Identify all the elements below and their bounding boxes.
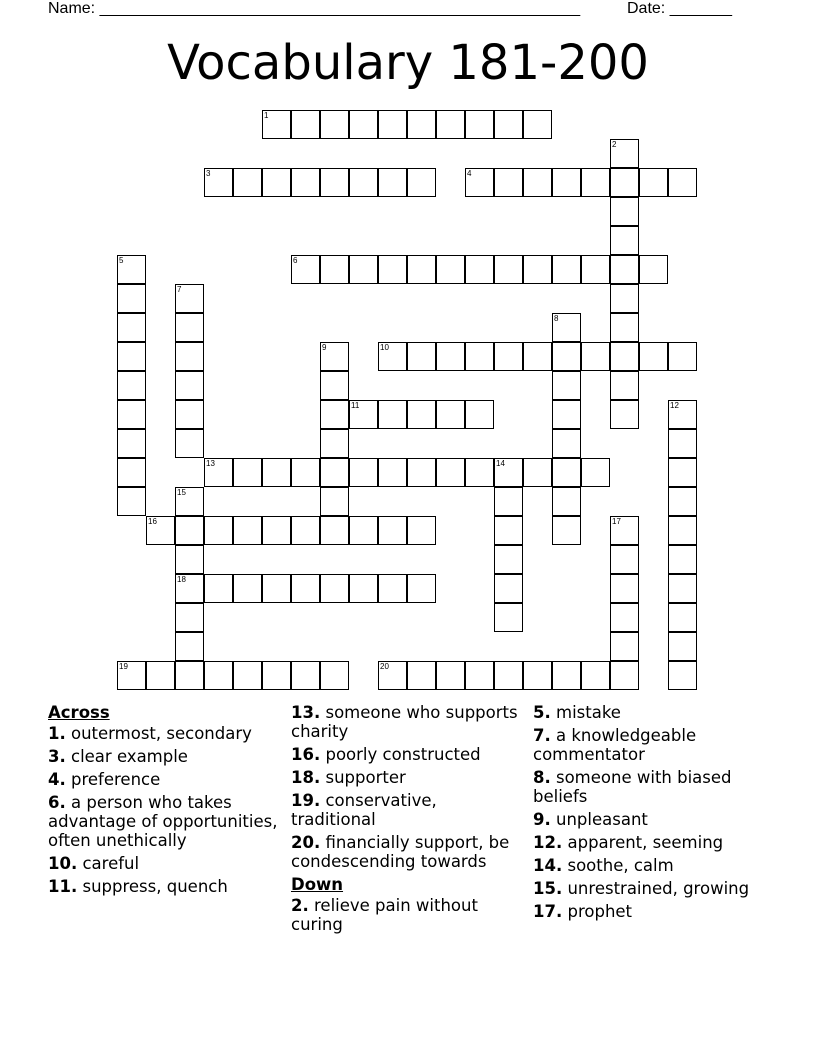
crossword-cell[interactable] bbox=[378, 110, 407, 139]
crossword-cell[interactable] bbox=[175, 400, 204, 429]
clue-number-label: 13 bbox=[206, 459, 215, 468]
crossword-cell[interactable] bbox=[436, 400, 465, 429]
crossword-cell[interactable] bbox=[320, 400, 349, 429]
crossword-cell[interactable] bbox=[175, 313, 204, 342]
crossword-cell[interactable] bbox=[523, 458, 552, 487]
crossword-cell[interactable] bbox=[320, 458, 349, 487]
crossword-cell[interactable] bbox=[465, 255, 494, 284]
clue-number-label: 11 bbox=[351, 401, 360, 410]
clue-column-2 bbox=[291, 703, 521, 938]
clue-number: 2. bbox=[291, 896, 309, 915]
crossword-cell[interactable] bbox=[581, 168, 610, 197]
crossword-cell[interactable] bbox=[523, 110, 552, 139]
crossword-cell[interactable] bbox=[668, 661, 697, 690]
crossword-cell[interactable] bbox=[320, 487, 349, 516]
clue-text: careful bbox=[77, 854, 140, 873]
crossword-cell[interactable] bbox=[494, 255, 523, 284]
crossword-cell[interactable] bbox=[117, 255, 146, 284]
crossword-cell[interactable] bbox=[436, 342, 465, 371]
crossword-cell[interactable] bbox=[233, 661, 262, 690]
clue-text: soothe, calm bbox=[562, 856, 674, 875]
crossword-cell[interactable] bbox=[320, 429, 349, 458]
crossword-cell[interactable] bbox=[610, 284, 639, 313]
crossword-cell[interactable] bbox=[668, 545, 697, 574]
crossword-cell[interactable] bbox=[175, 516, 204, 545]
crossword-cell[interactable] bbox=[552, 400, 581, 429]
crossword-cell[interactable] bbox=[668, 487, 697, 516]
crossword-cell[interactable] bbox=[639, 168, 668, 197]
crossword-cell[interactable] bbox=[668, 429, 697, 458]
clue-item bbox=[291, 768, 521, 787]
clue-number-label: 7 bbox=[177, 285, 182, 294]
crossword-cell[interactable] bbox=[175, 284, 204, 313]
clue-column-3 bbox=[533, 703, 773, 925]
crossword-cell[interactable] bbox=[581, 661, 610, 690]
crossword-cell[interactable] bbox=[552, 168, 581, 197]
clue-number-label: 3 bbox=[206, 169, 211, 178]
clue-text: a person who takes advantage of opportunities, often unethically bbox=[48, 793, 278, 850]
clue-text: poorly constructed bbox=[320, 745, 481, 764]
crossword-cell[interactable] bbox=[436, 110, 465, 139]
crossword-cell[interactable] bbox=[117, 313, 146, 342]
clue-number-label: 1 bbox=[264, 111, 269, 120]
crossword-cell[interactable] bbox=[349, 168, 378, 197]
crossword-cell[interactable] bbox=[117, 342, 146, 371]
crossword-cell[interactable] bbox=[668, 632, 697, 661]
crossword-cell[interactable] bbox=[610, 139, 639, 168]
crossword-cell[interactable] bbox=[668, 400, 697, 429]
crossword-cell[interactable] bbox=[262, 168, 291, 197]
crossword-cell[interactable] bbox=[552, 342, 581, 371]
crossword-cell[interactable] bbox=[465, 168, 494, 197]
crossword-cell[interactable] bbox=[552, 661, 581, 690]
clue-text: someone with biased beliefs bbox=[533, 768, 732, 806]
crossword-cell[interactable] bbox=[349, 574, 378, 603]
clue-text: outermost, secondary bbox=[65, 724, 252, 743]
crossword-cell[interactable] bbox=[378, 255, 407, 284]
crossword-cell[interactable] bbox=[117, 284, 146, 313]
clue-number: 19. bbox=[291, 791, 321, 810]
crossword-cell[interactable] bbox=[349, 110, 378, 139]
crossword-cell[interactable] bbox=[204, 661, 233, 690]
crossword-cell[interactable] bbox=[610, 661, 639, 690]
clue-item bbox=[48, 747, 278, 766]
crossword-cell[interactable] bbox=[610, 603, 639, 632]
clue-number: 11. bbox=[48, 877, 78, 896]
crossword-cell[interactable] bbox=[407, 255, 436, 284]
crossword-cell[interactable] bbox=[320, 110, 349, 139]
crossword-cell[interactable] bbox=[320, 574, 349, 603]
clue-number: 3. bbox=[48, 747, 66, 766]
crossword-cell[interactable] bbox=[610, 632, 639, 661]
crossword-cell[interactable] bbox=[581, 458, 610, 487]
clue-item bbox=[48, 724, 278, 743]
crossword-cell[interactable] bbox=[117, 429, 146, 458]
crossword-cell[interactable] bbox=[407, 342, 436, 371]
clue-number-label: 8 bbox=[554, 314, 559, 323]
clue-number-label: 6 bbox=[293, 256, 298, 265]
clue-item bbox=[533, 726, 773, 764]
crossword-cell[interactable] bbox=[291, 168, 320, 197]
crossword-cell[interactable] bbox=[494, 661, 523, 690]
crossword-cell[interactable] bbox=[378, 342, 407, 371]
crossword-cell[interactable] bbox=[204, 168, 233, 197]
crossword-cell[interactable] bbox=[407, 458, 436, 487]
crossword-cell[interactable] bbox=[436, 458, 465, 487]
clue-item bbox=[533, 856, 773, 875]
clue-number-label: 4 bbox=[467, 169, 472, 178]
crossword-cell[interactable] bbox=[320, 516, 349, 545]
crossword-cell[interactable] bbox=[262, 516, 291, 545]
crossword-cell[interactable] bbox=[465, 661, 494, 690]
crossword-cell[interactable] bbox=[291, 110, 320, 139]
crossword-cell[interactable] bbox=[233, 168, 262, 197]
clue-number: 5. bbox=[533, 703, 551, 722]
clue-text: supporter bbox=[320, 768, 406, 787]
clue-number: 17. bbox=[533, 902, 563, 921]
crossword-cell[interactable] bbox=[349, 400, 378, 429]
crossword-cell[interactable] bbox=[407, 661, 436, 690]
clue-number: 18. bbox=[291, 768, 321, 787]
crossword-cell[interactable] bbox=[378, 458, 407, 487]
clue-item bbox=[48, 854, 278, 873]
crossword-cell[interactable] bbox=[494, 342, 523, 371]
clue-text: financially support, be condescending towards bbox=[291, 833, 510, 871]
clue-column-1 bbox=[48, 703, 278, 900]
crossword-cell[interactable] bbox=[175, 574, 204, 603]
crossword-cell[interactable] bbox=[494, 574, 523, 603]
clue-number-label: 18 bbox=[177, 575, 186, 584]
clue-item bbox=[48, 793, 278, 850]
crossword-cell[interactable] bbox=[610, 313, 639, 342]
clue-number: 10. bbox=[48, 854, 78, 873]
crossword-cell[interactable] bbox=[523, 168, 552, 197]
crossword-cell[interactable] bbox=[175, 371, 204, 400]
crossword-cell[interactable] bbox=[117, 458, 146, 487]
crossword-cell[interactable] bbox=[494, 545, 523, 574]
crossword-cell[interactable] bbox=[465, 342, 494, 371]
crossword-cell[interactable] bbox=[523, 255, 552, 284]
crossword-cell[interactable] bbox=[610, 516, 639, 545]
crossword-cell[interactable] bbox=[378, 516, 407, 545]
crossword-cell[interactable] bbox=[610, 545, 639, 574]
crossword-cell[interactable] bbox=[523, 342, 552, 371]
crossword-cell[interactable] bbox=[552, 516, 581, 545]
crossword-cell[interactable] bbox=[378, 168, 407, 197]
clue-number-label: 12 bbox=[670, 401, 679, 410]
clue-item bbox=[533, 810, 773, 829]
clue-item bbox=[48, 877, 278, 896]
crossword-cell[interactable] bbox=[639, 342, 668, 371]
clue-number: 9. bbox=[533, 810, 551, 829]
clue-number-label: 10 bbox=[380, 343, 389, 352]
crossword-cell[interactable] bbox=[465, 110, 494, 139]
crossword-cell[interactable] bbox=[668, 458, 697, 487]
crossword-cell[interactable] bbox=[320, 342, 349, 371]
clue-number: 20. bbox=[291, 833, 321, 852]
crossword-cell[interactable] bbox=[523, 661, 552, 690]
clue-item bbox=[291, 791, 521, 829]
clue-number-label: 20 bbox=[380, 662, 389, 671]
crossword-cell[interactable] bbox=[204, 574, 233, 603]
crossword-cell[interactable] bbox=[175, 632, 204, 661]
clue-text: a knowledgeable commentator bbox=[533, 726, 697, 764]
crossword-cell[interactable] bbox=[320, 168, 349, 197]
crossword-cell[interactable] bbox=[320, 661, 349, 690]
crossword-cell[interactable] bbox=[233, 516, 262, 545]
crossword-cell[interactable] bbox=[668, 574, 697, 603]
clue-text: unpleasant bbox=[550, 810, 648, 829]
crossword-cell[interactable] bbox=[146, 516, 175, 545]
crossword-cell[interactable] bbox=[117, 400, 146, 429]
clue-item bbox=[291, 896, 521, 934]
crossword-cell[interactable] bbox=[407, 574, 436, 603]
crossword-cell[interactable] bbox=[668, 342, 697, 371]
page-title: Vocabulary 181-200 bbox=[167, 35, 649, 91]
crossword-cell[interactable] bbox=[146, 661, 175, 690]
crossword-cell[interactable] bbox=[494, 603, 523, 632]
clue-text: suppress, quench bbox=[77, 877, 228, 896]
crossword-cell[interactable] bbox=[552, 429, 581, 458]
crossword-cell[interactable] bbox=[552, 458, 581, 487]
crossword-cell[interactable] bbox=[407, 168, 436, 197]
clue-number-label: 15 bbox=[177, 488, 186, 497]
crossword-cell[interactable] bbox=[175, 429, 204, 458]
clue-number-label: 2 bbox=[612, 140, 617, 149]
crossword-cell[interactable] bbox=[494, 458, 523, 487]
crossword-cell[interactable] bbox=[349, 255, 378, 284]
crossword-cell[interactable] bbox=[581, 342, 610, 371]
down-heading: Down bbox=[291, 875, 344, 894]
clue-text: someone who supports charity bbox=[291, 703, 518, 741]
crossword-cell[interactable] bbox=[668, 516, 697, 545]
clue-number: 4. bbox=[48, 770, 66, 789]
clue-number-label: 5 bbox=[119, 256, 124, 265]
crossword-cell[interactable] bbox=[407, 516, 436, 545]
clue-number: 16. bbox=[291, 745, 321, 764]
crossword-cell[interactable] bbox=[262, 574, 291, 603]
crossword-cell[interactable] bbox=[610, 255, 639, 284]
clue-number: 8. bbox=[533, 768, 551, 787]
crossword-cell[interactable] bbox=[581, 255, 610, 284]
clue-number: 13. bbox=[291, 703, 321, 722]
clue-item bbox=[291, 703, 521, 741]
clue-item bbox=[533, 703, 773, 722]
crossword-cell[interactable] bbox=[552, 255, 581, 284]
crossword-cell[interactable] bbox=[117, 661, 146, 690]
clue-number: 14. bbox=[533, 856, 563, 875]
crossword-cell[interactable] bbox=[233, 458, 262, 487]
crossword-cell[interactable] bbox=[262, 110, 291, 139]
clue-number: 15. bbox=[533, 879, 563, 898]
crossword-cell[interactable] bbox=[610, 574, 639, 603]
crossword-cell[interactable] bbox=[494, 487, 523, 516]
name-field[interactable]: Name: ______________________________________________________ bbox=[48, 0, 581, 17]
clue-item bbox=[48, 770, 278, 789]
crossword-cell[interactable] bbox=[291, 574, 320, 603]
clue-number-label: 14 bbox=[496, 459, 505, 468]
crossword-cell[interactable] bbox=[175, 661, 204, 690]
crossword-cell[interactable] bbox=[175, 545, 204, 574]
clue-text: prophet bbox=[562, 902, 633, 921]
clue-text: mistake bbox=[550, 703, 621, 722]
clue-number: 1. bbox=[48, 724, 66, 743]
crossword-cell[interactable] bbox=[436, 661, 465, 690]
crossword-cell[interactable] bbox=[233, 574, 262, 603]
clue-text: preference bbox=[65, 770, 161, 789]
across-heading: Across bbox=[48, 703, 110, 722]
crossword-cell[interactable] bbox=[204, 516, 233, 545]
crossword-cell[interactable] bbox=[291, 255, 320, 284]
crossword-cell[interactable] bbox=[610, 371, 639, 400]
crossword-cell[interactable] bbox=[552, 487, 581, 516]
clue-number: 12. bbox=[533, 833, 563, 852]
crossword-cell[interactable] bbox=[494, 168, 523, 197]
clue-number-label: 19 bbox=[119, 662, 128, 671]
crossword-cell[interactable] bbox=[668, 603, 697, 632]
crossword-cell[interactable] bbox=[610, 197, 639, 226]
clue-text: clear example bbox=[65, 747, 188, 766]
crossword-cell[interactable] bbox=[117, 487, 146, 516]
crossword-cell[interactable] bbox=[378, 400, 407, 429]
crossword-cell[interactable] bbox=[465, 458, 494, 487]
crossword-cell[interactable] bbox=[378, 574, 407, 603]
crossword-cell[interactable] bbox=[552, 371, 581, 400]
crossword-cell[interactable] bbox=[291, 661, 320, 690]
crossword-cell[interactable] bbox=[552, 313, 581, 342]
clue-text: unrestrained, growing bbox=[562, 879, 750, 898]
clue-item bbox=[533, 833, 773, 852]
crossword-cell[interactable] bbox=[262, 458, 291, 487]
crossword-cell[interactable] bbox=[262, 661, 291, 690]
crossword-cell[interactable] bbox=[349, 516, 378, 545]
clue-number-label: 17 bbox=[612, 517, 621, 526]
clue-number: 6. bbox=[48, 793, 66, 812]
crossword-cell[interactable] bbox=[494, 110, 523, 139]
crossword-cell[interactable] bbox=[349, 458, 378, 487]
clue-text: conservative, traditional bbox=[291, 791, 437, 829]
clue-text: apparent, seeming bbox=[562, 833, 724, 852]
crossword-cell[interactable] bbox=[175, 487, 204, 516]
crossword-cell[interactable] bbox=[320, 255, 349, 284]
crossword-cell[interactable] bbox=[610, 226, 639, 255]
crossword-cell[interactable] bbox=[407, 110, 436, 139]
clue-item bbox=[291, 745, 521, 764]
crossword-cell[interactable] bbox=[610, 400, 639, 429]
clue-number-label: 16 bbox=[148, 517, 157, 526]
clue-item bbox=[533, 902, 773, 921]
crossword-cell[interactable] bbox=[320, 371, 349, 400]
crossword-cell[interactable] bbox=[610, 168, 639, 197]
crossword-cell[interactable] bbox=[465, 400, 494, 429]
clue-number: 7. bbox=[533, 726, 551, 745]
crossword-cell[interactable] bbox=[668, 168, 697, 197]
clue-item bbox=[533, 879, 773, 898]
crossword-cell[interactable] bbox=[494, 516, 523, 545]
clue-item bbox=[291, 833, 521, 871]
crossword-cell[interactable] bbox=[291, 458, 320, 487]
crossword-cell[interactable] bbox=[291, 516, 320, 545]
crossword-cell[interactable] bbox=[639, 255, 668, 284]
crossword-cell[interactable] bbox=[436, 255, 465, 284]
crossword-cell[interactable] bbox=[378, 661, 407, 690]
crossword-cell[interactable] bbox=[175, 342, 204, 371]
clue-item bbox=[533, 768, 773, 806]
crossword-cell[interactable] bbox=[610, 342, 639, 371]
crossword-cell[interactable] bbox=[407, 400, 436, 429]
date-field[interactable]: Date: _______ bbox=[627, 0, 732, 17]
crossword-cell[interactable] bbox=[117, 371, 146, 400]
clue-number-label: 9 bbox=[322, 343, 327, 352]
crossword-cell[interactable] bbox=[175, 603, 204, 632]
crossword-cell[interactable] bbox=[204, 458, 233, 487]
clue-text: relieve pain without curing bbox=[291, 896, 478, 934]
